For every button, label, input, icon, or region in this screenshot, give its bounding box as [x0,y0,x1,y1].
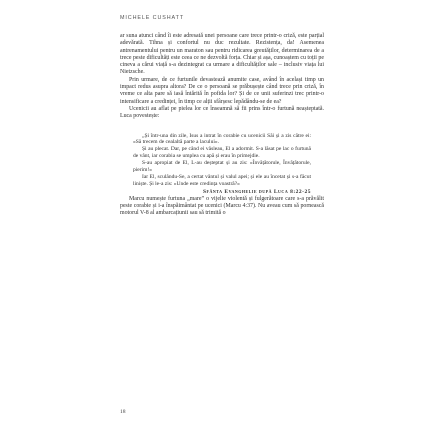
scripture-attribution: Sfânta Evanghelie după Luca 8:22-25 [203,188,311,195]
scripture-quote [133,133,311,196]
page-number: 18 [120,409,126,415]
quote-paragraph: Iar El, sculându-Se, a certat vântul și valul apei; și ele au încetat și s-a făcut liniște. Și le-a zis: «Unde este credința voastră?» [133,174,311,187]
quote-paragraph: Și au plecat. Dar, pe când ei vâsleau, El a adormit. S-a lăsat pe lac o furtună de vânt, iar corabia se umplea cu apă și erau în primejdie. [133,146,311,160]
running-head: MICHELE CUSHATT [120,15,185,21]
body-paragraph: Prin urmare, de ce furtunile devastează anumite case, având în același timp un impact redus asupra altora? De ce o persoană se prăbușește când trece prin criză, în vreme ce alta pare să iasă întărită în pofida lor? Și de ce unii suferinzi trec printr-o intensificare a credinței, în timp ce alții sfârșesc lepădându-se de ea? [120,76,324,105]
body-paragraph: Ucenicii au aflat pe pielea lor ce înseamnă să fii prins într-o furtună neașteptată. Luca povestește: [120,105,324,120]
quote-paragraph: S-au apropiat de El, L-au deșteptat și au zis: «Învățătorule, Învățătorule, pierim!» [133,160,311,174]
body-paragraph: ar suna atunci când îi este adresată unei persoane care trece printr-o criză, este parțial adevărată. Tihna și confortul nu duc rezultate. Rezistența, da! Asemenea antrenamentului pentru un maraton sau pentru ridicarea greutăților, determinarea de a trece peste dificultăți este ceea ce ne dezvoltă forța. Chiar și așa, cunoaștem cu toții pe cineva a cărui viață s-a dezintegrat ca urmare a dificultăților sale – inclusiv viața lui Nietzsche. [120,33,324,76]
body-paragraph: Marcu numește furtuna „mare” o vijelie violentă și fulgerătoare care s-a prăvălit peste corabie și i-a înspăimântat pe ucenici (Marcu 4:37). Nu aveau cum să pornească motorul V-8 al ambarcațiunii sau să trimită o [120,195,324,217]
main-text [120,33,324,218]
quote-paragraph: „Și într-una din zile, Isus a intrat în corabie cu ucenicii Săi și a zis către ei: «Să trecem de cealaltă parte a lacului». [133,132,311,146]
